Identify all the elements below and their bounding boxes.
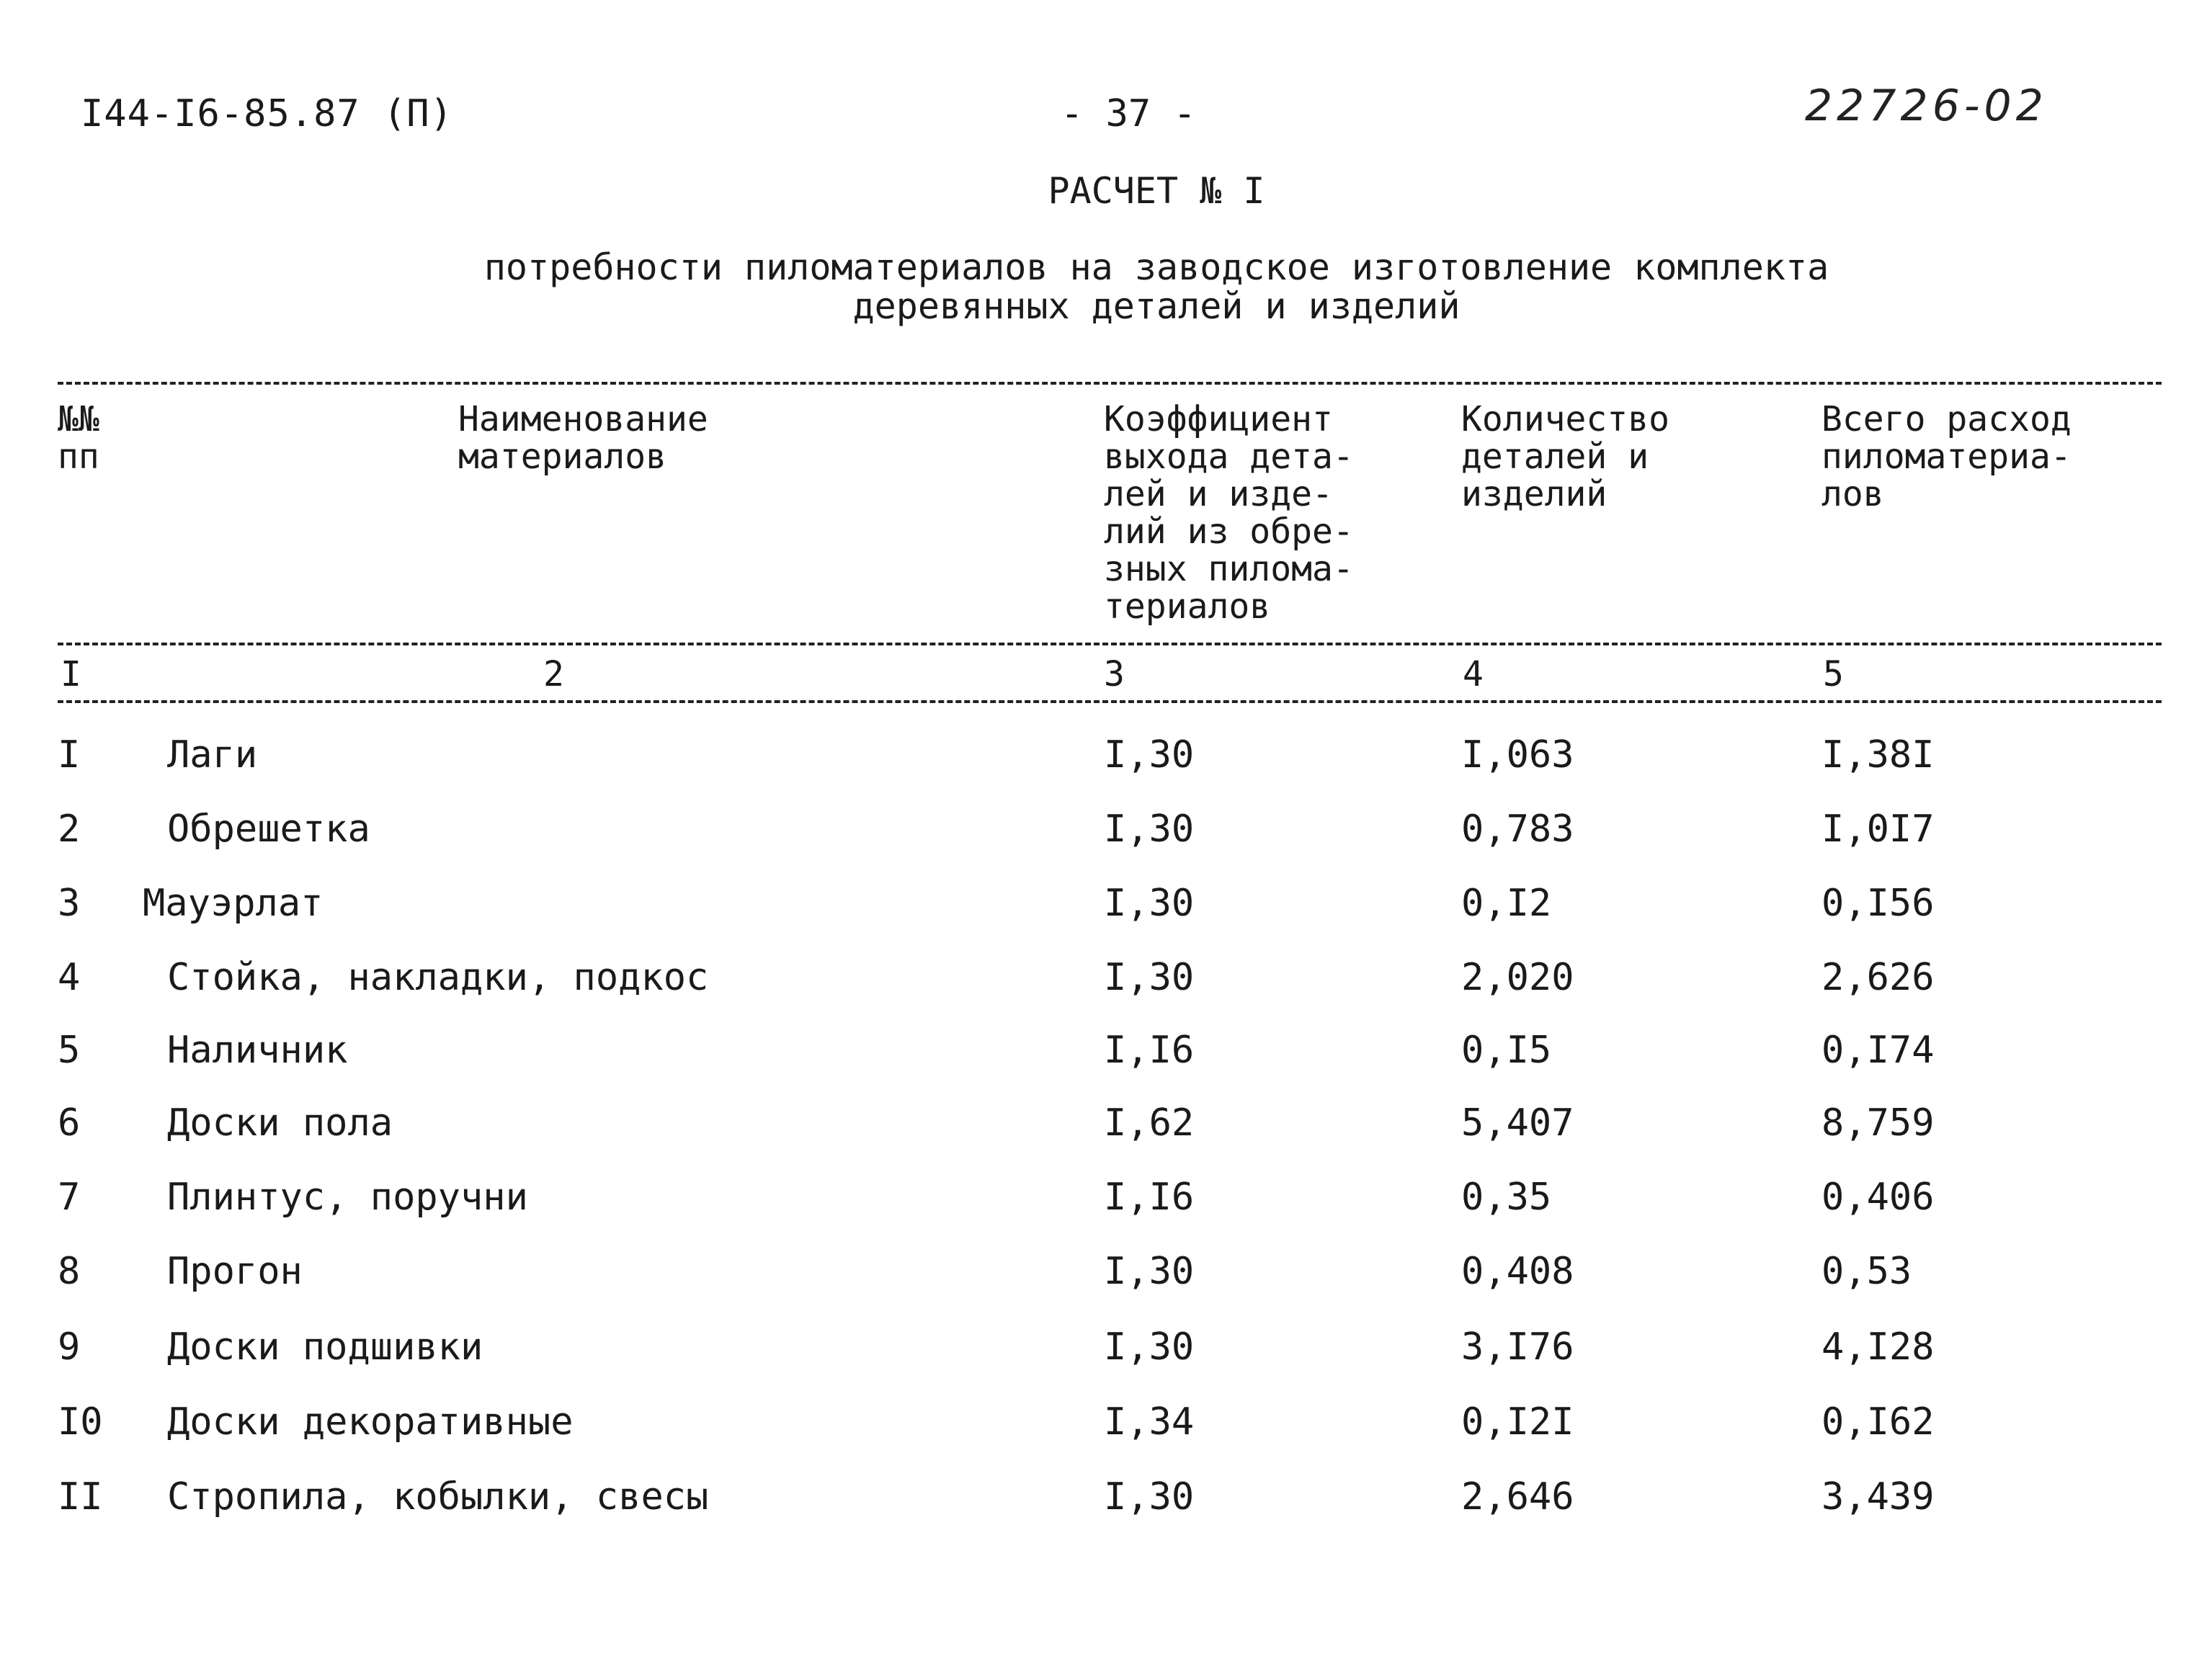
total-consumption: 0,I56 (1821, 882, 1935, 925)
table-row (0, 956, 2212, 1028)
total-consumption: 0,53 (1821, 1250, 1912, 1293)
yield-coefficient: I,30 (1104, 1475, 1195, 1519)
total-consumption: I,38I (1821, 733, 1935, 777)
table-row (0, 1475, 2212, 1547)
total-consumption: 2,626 (1821, 956, 1935, 999)
total-consumption: 0,I62 (1821, 1400, 1935, 1444)
table-row (0, 1029, 2212, 1101)
item-quantity: 0,I2 (1461, 882, 1552, 925)
column-number: 5 (1823, 654, 1844, 694)
item-quantity: 0,35 (1461, 1176, 1552, 1219)
header-total: Всего расход пиломатериа- лов (1821, 399, 2071, 514)
table-row (0, 1101, 2212, 1173)
column-number: 4 (1463, 654, 1484, 694)
yield-coefficient: I,30 (1104, 808, 1195, 851)
item-quantity: 0,783 (1461, 808, 1574, 851)
column-number-rule (58, 700, 2162, 703)
material-name: Мауэрлат (143, 882, 324, 925)
row-number: I (58, 733, 81, 777)
yield-coefficient: I,30 (1104, 882, 1195, 925)
header-quantity: Количество деталей и изделий (1461, 399, 1669, 514)
table-top-rule (58, 382, 2162, 385)
calculation-subtitle: потребности пиломатериалов на заводское изготовление комплекта деревянных деталей и изделий (483, 246, 1829, 327)
material-name: Плинтус, поручни (167, 1176, 528, 1219)
row-number: I0 (58, 1400, 103, 1444)
document-code: I44-I6-85.87 (П) (81, 92, 453, 135)
material-name: Стропила, кобылки, свесы (167, 1475, 709, 1519)
material-name: Наличник (167, 1029, 348, 1072)
total-consumption: 0,406 (1821, 1176, 1935, 1219)
row-number: 8 (58, 1250, 81, 1293)
calculation-title: РАСЧЕТ № I (1048, 170, 1265, 212)
row-number: 2 (58, 808, 81, 851)
item-quantity: 3,I76 (1461, 1325, 1574, 1369)
page-number: - 37 - (1061, 92, 1196, 135)
total-consumption: 0,I74 (1821, 1029, 1935, 1072)
yield-coefficient: I,30 (1104, 733, 1195, 777)
table-row (0, 808, 2212, 880)
material-name: Стойка, накладки, подкос (167, 956, 709, 999)
yield-coefficient: I,30 (1104, 1250, 1195, 1293)
total-consumption: I,0I7 (1821, 808, 1935, 851)
yield-coefficient: I,30 (1104, 956, 1195, 999)
yield-coefficient: I,62 (1104, 1101, 1195, 1145)
item-quantity: I,063 (1461, 733, 1574, 777)
material-name: Доски подшивки (167, 1325, 483, 1369)
row-number: 7 (58, 1176, 81, 1219)
yield-coefficient: I,I6 (1104, 1176, 1195, 1219)
item-quantity: 0,I2I (1461, 1400, 1574, 1444)
row-number: 5 (58, 1029, 81, 1072)
header-number: №№ пп (58, 399, 99, 477)
column-number: 3 (1104, 654, 1125, 694)
inventory-number: 22726-02 (1805, 81, 2048, 131)
total-consumption: 8,759 (1821, 1101, 1935, 1145)
total-consumption: 4,I28 (1821, 1325, 1935, 1369)
table-row (0, 882, 2212, 954)
table-row (0, 1250, 2212, 1322)
row-number: 4 (58, 956, 81, 999)
material-name: Лаги (167, 733, 258, 777)
item-quantity: 0,408 (1461, 1250, 1574, 1293)
total-consumption: 3,439 (1821, 1475, 1935, 1519)
row-number: 6 (58, 1101, 81, 1145)
item-quantity: 0,I5 (1461, 1029, 1552, 1072)
row-number: II (58, 1475, 103, 1519)
table-row (0, 1400, 2212, 1472)
table-row (0, 733, 2212, 805)
column-number: I (61, 654, 81, 694)
item-quantity: 2,020 (1461, 956, 1574, 999)
material-name: Доски декоративные (167, 1400, 574, 1444)
column-number: 2 (543, 654, 564, 694)
header-bottom-rule (58, 643, 2162, 645)
yield-coefficient: I,34 (1104, 1400, 1195, 1444)
item-quantity: 5,407 (1461, 1101, 1574, 1145)
header-coefficient: Коэффициент выхода дета- лей и изде- лий из обре- зных пилома- териалов (1104, 399, 1354, 627)
table-row (0, 1325, 2212, 1398)
material-name: Прогон (167, 1250, 303, 1293)
row-number: 3 (58, 882, 81, 925)
yield-coefficient: I,I6 (1104, 1029, 1195, 1072)
material-name: Доски пола (167, 1101, 393, 1145)
table-row (0, 1176, 2212, 1248)
material-name: Обрешетка (167, 808, 370, 851)
header-name: Наименование материалов (458, 399, 708, 477)
yield-coefficient: I,30 (1104, 1325, 1195, 1369)
item-quantity: 2,646 (1461, 1475, 1574, 1519)
row-number: 9 (58, 1325, 81, 1369)
